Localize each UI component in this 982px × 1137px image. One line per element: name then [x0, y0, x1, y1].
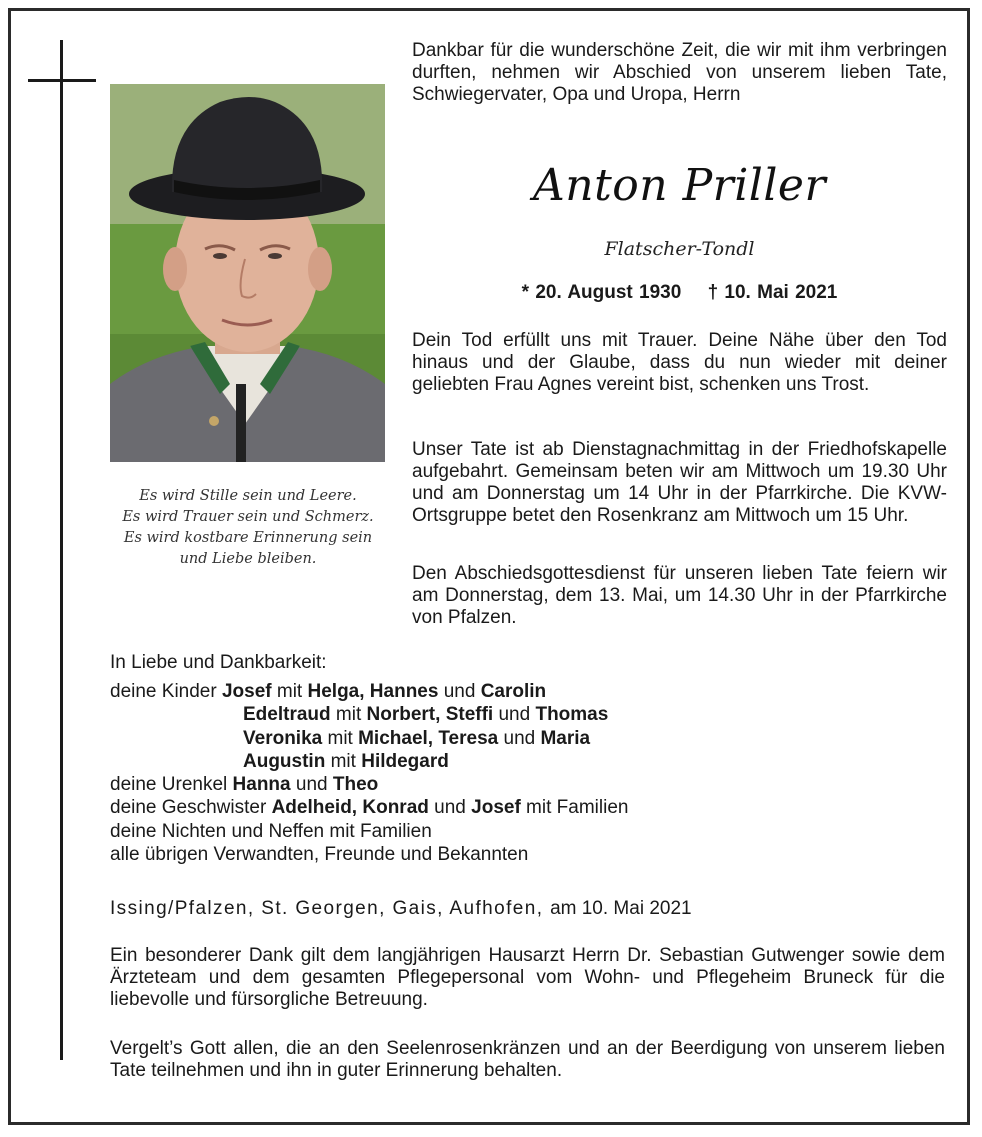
death-date: † 10. Mai 2021 [707, 282, 838, 303]
portrait-photo [110, 84, 385, 462]
family-row-children [110, 727, 628, 750]
family-name: Veronika [243, 727, 323, 749]
family-text: und [438, 681, 481, 702]
poem-line: Es wird Trauer sein und Schmerz. [122, 509, 374, 525]
thanks-paragraph: Ein besonderer Dank gilt dem langjährigen Hausarzt Herrn Dr. Sebastian Gutwenger sowie dem Ärzteteam und dem gesamten Pflegepersonal vom Wohn- und Pflegeheim Bruneck für die liebevolle und fürsorgliche Betreuung. [110, 945, 945, 1010]
family-name: Hanna [232, 774, 291, 796]
family-name: Maria [540, 727, 591, 749]
family-name: Norbert, Steffi [366, 704, 494, 726]
place-date: am 10. Mai 2021 [550, 898, 692, 919]
family-row-great-grandchildren [110, 773, 628, 796]
paragraph-vigil: Unser Tate ist ab Dienstagnachmittag in der Friedhofskapelle aufgebahrt. Gemeinsam beten wir am Mittwoch um 19.30 Uhr und am Donnerstag um 14 Uhr in der Pfarrkirche. Die KVW-Ortsgruppe betet den Rosenkranz am Mittwoch um 15 Uhr. [412, 439, 947, 526]
family-text: mit [271, 681, 308, 702]
poem-line: und Liebe bleiben. [179, 551, 317, 567]
family-name: Augustin [243, 750, 326, 772]
family-row-children [110, 703, 628, 726]
cross-icon-vertical [60, 40, 63, 1060]
family-row-children [110, 750, 628, 773]
deceased-name: Anton Priller [532, 160, 827, 211]
family-text: mit Familien [520, 797, 629, 819]
family-text: und [493, 704, 536, 726]
family-text: und [428, 797, 472, 819]
poem-line: Es wird Stille sein und Leere. [139, 488, 357, 504]
place-names: Issing/Pfalzen, St. Georgen, Gais, Aufhofen, [110, 898, 544, 919]
love-line: In Liebe und Dankbarkeit: [110, 652, 327, 673]
family-name: Theo [332, 774, 379, 796]
family-name: Carolin [480, 681, 547, 702]
family-name: Josef [221, 681, 272, 702]
family-list [110, 680, 628, 866]
family-text: mit [325, 750, 362, 772]
place-line [110, 898, 692, 920]
family-text: und [290, 774, 333, 796]
family-name: Michael, Teresa [358, 727, 499, 749]
family-name: Edeltraud [243, 704, 331, 726]
family-text: deine Urenkel [110, 774, 233, 796]
family-name: Helga, Hannes [307, 681, 439, 702]
family-name: Hildegard [361, 750, 449, 772]
birth-date: * 20. August 1930 [521, 282, 682, 303]
family-row-siblings [110, 796, 628, 819]
family-text: und [498, 727, 541, 749]
cross-icon-horizontal [28, 79, 96, 82]
portrait-illustration [110, 84, 385, 462]
paragraph-funeral: Den Abschiedsgottesdienst für unseren lieben Tate feiern wir am Donnerstag, dem 13. Mai, um 14.30 Uhr in der Pfarrkirche von Pfalzen. [412, 563, 947, 628]
intro-text: Dankbar für die wunderschöne Zeit, die wir mit ihm verbringen durften, nehmen wir Abschied von unserem lieben Tate, Schwiegervater, Opa und Uropa, Herrn [412, 40, 947, 105]
paragraph-consolation: Dein Tod erfüllt uns mit Trauer. Deine Nähe über den Tod hinaus und der Glaube, dass du nun wieder mit deiner geliebten Frau Agnes vereint bist, schenken uns Trost. [412, 330, 947, 395]
family-text: mit [322, 727, 359, 749]
memorial-poem [112, 486, 384, 570]
poem-line: Es wird kostbare Erinnerung sein [123, 530, 373, 546]
family-text: deine Kinder [110, 681, 222, 702]
family-text: mit [330, 704, 367, 726]
family-row-children [110, 680, 628, 703]
family-name: Adelheid, Konrad [271, 797, 429, 819]
family-name: Thomas [535, 704, 609, 726]
family-row-nieces: deine Nichten und Neffen mit Familien [110, 820, 432, 842]
family-row-others: alle übrigen Verwandten, Freunde und Bekannten [110, 844, 529, 866]
vergelts-gott-paragraph: Vergelt’s Gott allen, die an den Seelenrosenkränzen und an der Beerdigung von unserem lieben Tate teilnehmen und ihn in guter Erinnerung behalten. [110, 1038, 945, 1081]
family-name: Josef [471, 797, 521, 819]
deceased-nickname: Flatscher-Tondl [604, 238, 755, 260]
life-dates [412, 282, 947, 304]
family-text: deine Geschwister [110, 797, 272, 819]
